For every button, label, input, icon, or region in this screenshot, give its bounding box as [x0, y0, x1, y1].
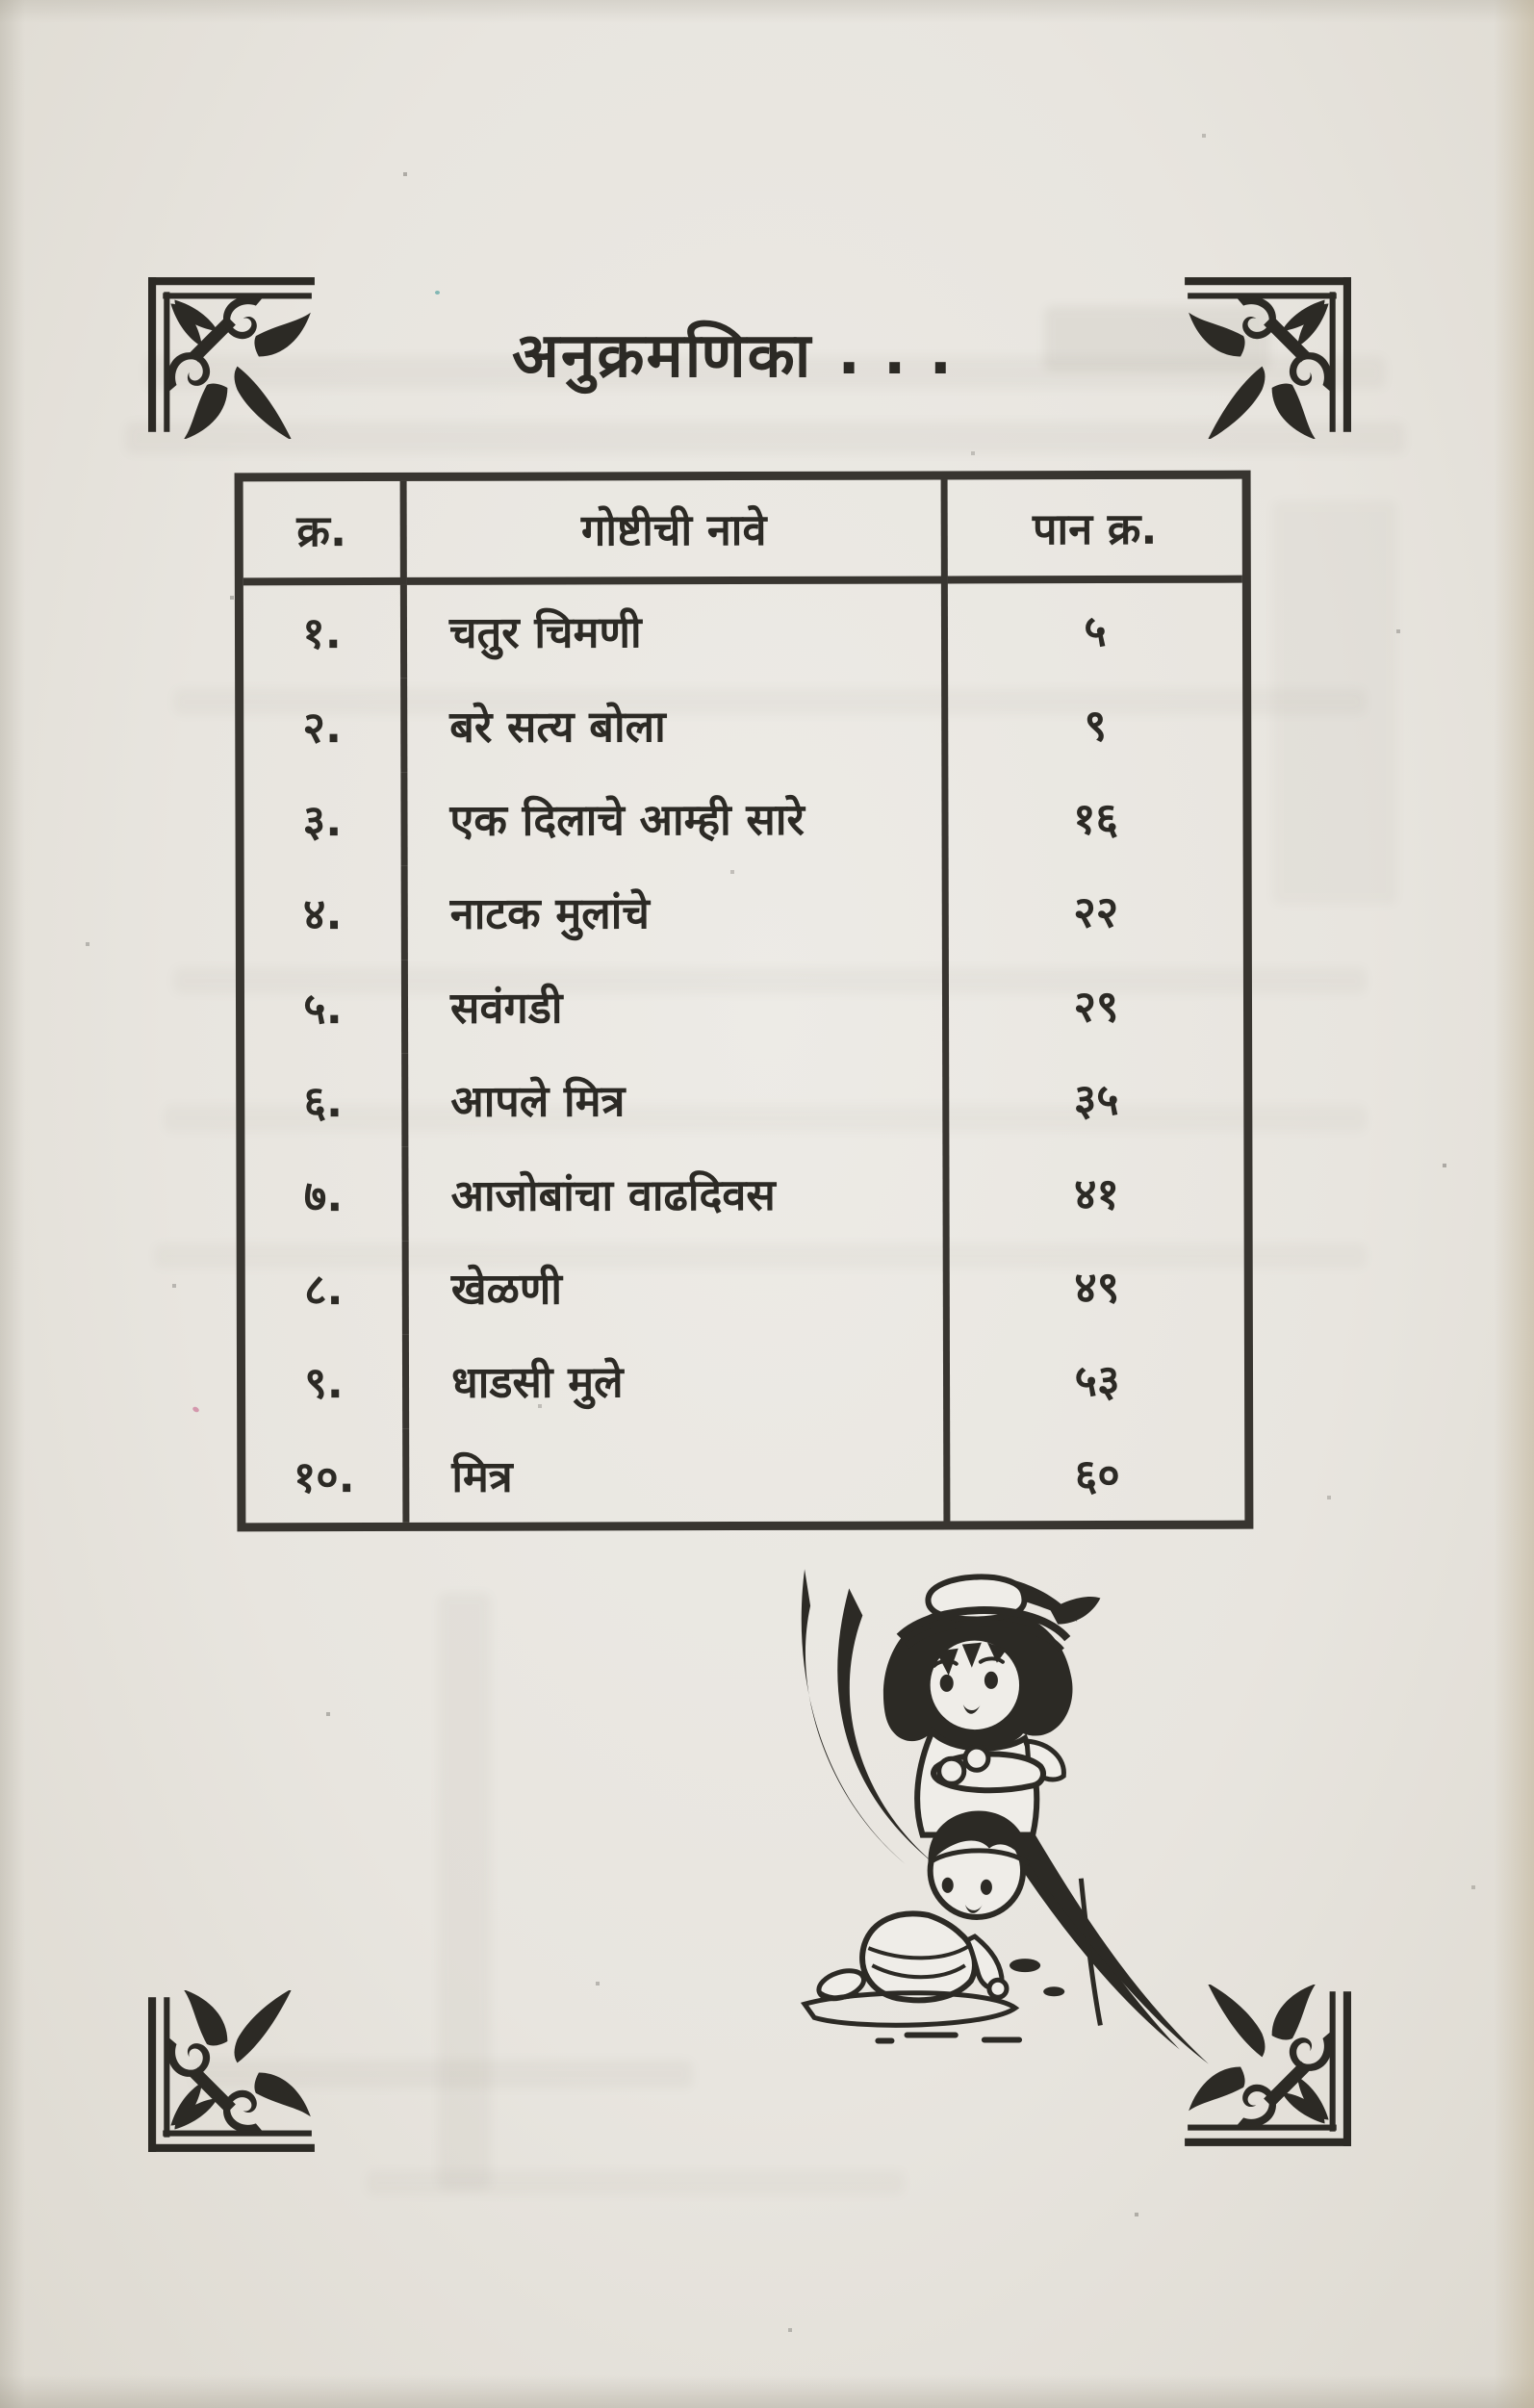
page-title-text: अनुक्रमणिका	[511, 320, 813, 392]
show-through-ghost	[438, 1593, 491, 2190]
toc-row-name: धाडसी मुले	[409, 1334, 950, 1429]
toc-row-serial: ५.	[244, 961, 408, 1055]
toc-header-page: पान क्र.	[948, 479, 1242, 584]
toc-row-serial: ३.	[243, 773, 407, 867]
toc-row-name: नाटक मुलांचे	[408, 865, 949, 961]
corner-ornament-bottom-left	[148, 1990, 320, 2152]
toc-row-serial: १०.	[245, 1429, 409, 1524]
toc-row-name: एक दिलाचे आम्ही सारे	[407, 771, 948, 866]
toc-row-serial: ६.	[244, 1054, 408, 1148]
toc-row-serial: ८.	[245, 1242, 409, 1336]
toc-row-name: बरे सत्य बोला	[407, 678, 948, 773]
toc-header-serial: क्र.	[243, 481, 407, 585]
toc-header-name: गोष्टीची नावे	[407, 479, 948, 584]
toc-row-page: १६	[1073, 792, 1118, 845]
girl-and-baby-illustration-drawing	[791, 1559, 1226, 2087]
paper-speckles	[0, 0, 2, 2]
toc-row-serial: ४.	[244, 866, 408, 961]
toc-row-name: खेळणी	[409, 1240, 950, 1335]
toc-row-page: ६०	[1074, 1448, 1120, 1500]
toc-row-serial: ७.	[244, 1147, 408, 1242]
toc-row-page: २९	[1073, 980, 1119, 1032]
page-title	[236, 304, 1251, 400]
toc-row-name: आपले मित्र	[408, 1052, 949, 1147]
toc-row-name: आजोबांचा वाढदिवस	[408, 1146, 949, 1242]
show-through-ghost	[366, 2170, 905, 2195]
toc-row-page: ४१	[1074, 1167, 1120, 1219]
toc-row-page: ५३	[1074, 1355, 1120, 1407]
toc-row-serial: १.	[243, 585, 407, 679]
toc-row-name: सवंगडी	[408, 959, 949, 1054]
toc-table	[235, 471, 1254, 1532]
girl-and-baby-illustration	[791, 1559, 1226, 2087]
fleur-de-lis-icon	[148, 1990, 320, 2152]
teal-ink-speck	[435, 291, 440, 295]
toc-row-name: चतुर चिमणी	[407, 583, 948, 679]
toc-row-page: ४९	[1074, 1261, 1120, 1314]
toc-row-page: २२	[1073, 886, 1119, 938]
page-title-dots: ...	[837, 317, 976, 388]
toc-row-serial: २.	[243, 679, 407, 773]
toc-row-name: मित्र	[409, 1427, 950, 1523]
toc-row-serial: ९.	[245, 1335, 409, 1429]
girl	[883, 1576, 1100, 1834]
toc-row-page: ३५	[1073, 1074, 1119, 1126]
toc-row-page: ५	[1084, 605, 1107, 657]
pink-ink-speck	[192, 1406, 200, 1414]
baby	[815, 1810, 1029, 2004]
toc-row-page: ९	[1084, 699, 1108, 751]
